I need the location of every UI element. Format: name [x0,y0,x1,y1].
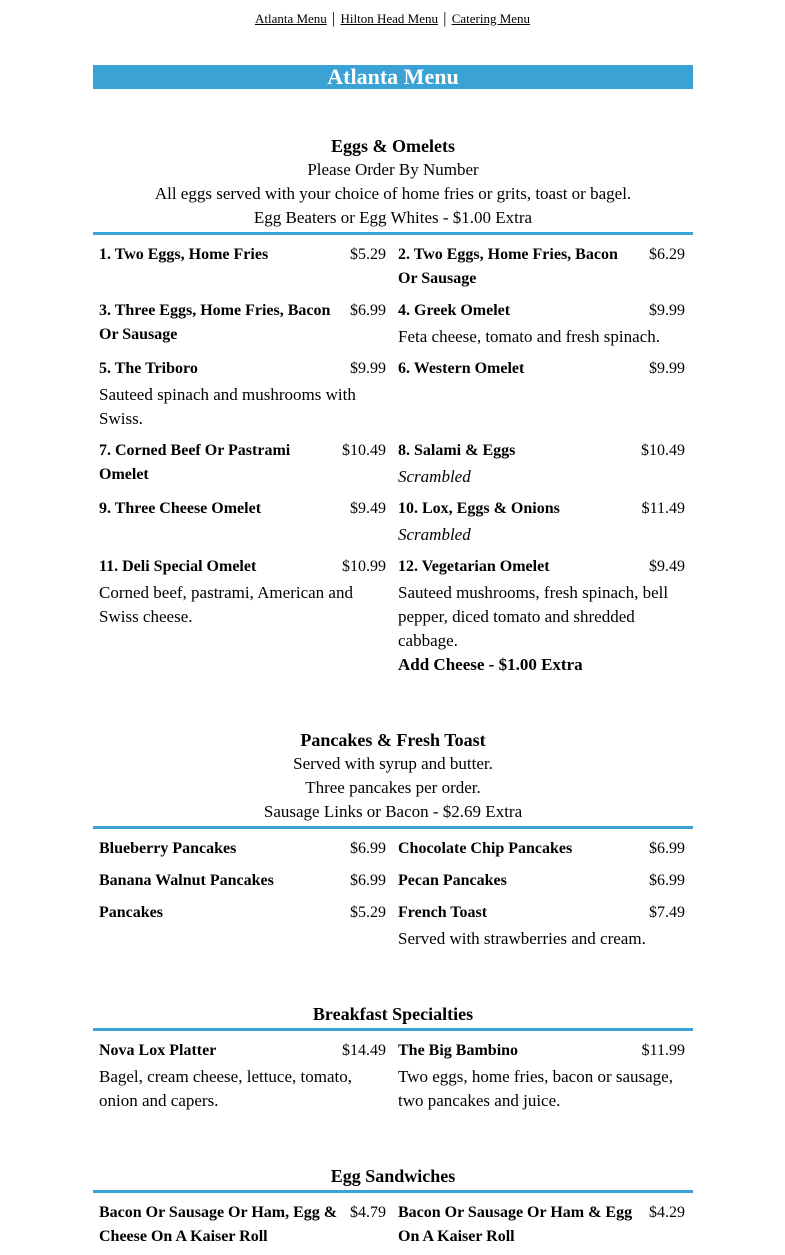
nav-separator: | [443,10,447,27]
item-price: $9.49 [649,558,685,575]
menu-section [93,1164,693,1255]
menu-item [93,1199,392,1255]
item-description: Served with strawberries and cream. [398,929,646,948]
menu-item [392,867,691,899]
menu-item [392,553,691,683]
item-name: Banana Walnut Pancakes [99,872,274,889]
item-name: Bacon Or Sausage Or Ham & Egg On A Kaiser Roll [398,1204,633,1245]
item-name: 2. Two Eggs, Home Fries, Bacon Or Sausage [398,246,618,287]
section-note: All eggs served with your choice of home fries or grits, toast or bagel. [154,184,632,203]
nav-separator: | [332,10,336,27]
item-name: Pecan Pancakes [398,872,507,889]
item-name: 4. Greek Omelet [398,302,511,319]
item-price: $10.49 [342,442,386,459]
item-name: Bacon Or Sausage Or Ham, Egg & Cheese On A Kaiser Roll [99,1204,338,1245]
menu-item [392,835,691,867]
menu-item [392,355,691,437]
section-title: Eggs & Omelets [331,136,455,156]
item-name: 1. Two Eggs, Home Fries [99,246,269,263]
item-price: $5.29 [350,246,386,263]
item-name: 10. Lox, Eggs & Onions [398,500,560,517]
menu-item [93,835,392,867]
item-price: $4.79 [350,1204,386,1221]
item-price: $6.99 [649,840,685,857]
item-grid [93,829,693,957]
menu-item [392,297,691,355]
item-description: Scrambled [398,525,471,544]
item-price: $6.99 [350,872,386,889]
item-name: Pancakes [99,904,163,921]
menu-item [93,241,392,297]
section-title: Pancakes & Fresh Toast [300,730,486,750]
item-name: French Toast [398,904,488,921]
menu-item [93,495,392,553]
menu-item [93,437,392,495]
menu-section [93,134,693,683]
item-description: Sauteed mushrooms, fresh spinach, bell pepper, diced tomato and shredded cabbage. [398,583,669,650]
item-price: $5.29 [350,904,386,921]
item-description: Feta cheese, tomato and fresh spinach. [398,327,660,346]
menu-item [93,867,392,899]
item-grid [93,1193,693,1255]
menu-item [392,437,691,495]
nav-link-atlanta[interactable]: Atlanta Menu [254,11,327,26]
menu-item [93,355,392,437]
menu-container [93,65,693,1255]
item-price: $6.99 [350,840,386,857]
menu-item [392,1199,691,1255]
menu-item [93,899,392,957]
item-name: 9. Three Cheese Omelet [99,500,262,517]
menu-banner: Atlanta Menu [93,65,693,89]
item-name: Blueberry Pancakes [99,840,237,857]
item-description: Two eggs, home fries, bacon or sausage, two pancakes and juice. [398,1067,673,1110]
item-price: $14.49 [342,1042,386,1059]
menu-item [93,553,392,683]
item-price: $9.99 [350,360,386,377]
item-name: 7. Corned Beef Or Pastrami Omelet [99,442,291,483]
menu-section [93,728,693,957]
item-name: Nova Lox Platter [99,1042,217,1059]
item-price: $4.29 [649,1204,685,1221]
item-price: $9.49 [350,500,386,517]
item-price: $6.99 [350,302,386,319]
item-grid [93,235,693,683]
item-price: $11.49 [641,500,685,517]
item-description: Scrambled [398,467,471,486]
item-description: Sauteed spinach and mushrooms with Swiss. [99,385,356,428]
item-description: Corned beef, pastrami, American and Swiss cheese. [99,583,353,626]
item-name: The Big Bambino [398,1042,519,1059]
item-price: $6.29 [649,246,685,263]
item-price: $6.99 [649,872,685,889]
item-name: 12. Vegetarian Omelet [398,558,550,575]
item-name: 8. Salami & Eggs [398,442,516,459]
item-name: 5. The Triboro [99,360,198,377]
menu-item [93,1037,392,1119]
top-nav [0,10,785,28]
menu-section [93,1002,693,1119]
section-title: Egg Sandwiches [330,1166,456,1186]
item-description: Bagel, cream cheese, lettuce, tomato, onion and capers. [99,1067,352,1110]
item-price: $10.49 [641,442,685,459]
item-grid [93,1031,693,1119]
section-note: Three pancakes per order. [305,778,481,797]
item-price: $10.99 [342,558,386,575]
menu-item [392,1037,691,1119]
item-price: $9.99 [649,360,685,377]
section-note: Served with syrup and butter. [293,754,493,773]
nav-link-hilton-head[interactable]: Hilton Head Menu [340,11,438,26]
section-note: Egg Beaters or Egg Whites - $1.00 Extra [253,208,533,227]
item-name: Chocolate Chip Pancakes [398,840,573,857]
item-price: $9.99 [649,302,685,319]
item-price: $7.49 [649,904,685,921]
item-extra: Add Cheese - $1.00 Extra [398,655,583,674]
item-price: $11.99 [641,1042,685,1059]
item-name: 3. Three Eggs, Home Fries, Bacon Or Sausage [99,302,331,343]
nav-link-catering[interactable]: Catering Menu [451,11,531,26]
section-note: Sausage Links or Bacon - $2.69 Extra [263,802,523,821]
menu-item [392,241,691,297]
menu-item [93,297,392,355]
item-name: 11. Deli Special Omelet [99,558,257,575]
section-title: Breakfast Specialties [312,1004,474,1024]
item-name: 6. Western Omelet [398,360,525,377]
menu-sections [93,134,693,1255]
menu-item [392,899,691,957]
menu-item [392,495,691,553]
section-note: Please Order By Number [307,160,479,179]
